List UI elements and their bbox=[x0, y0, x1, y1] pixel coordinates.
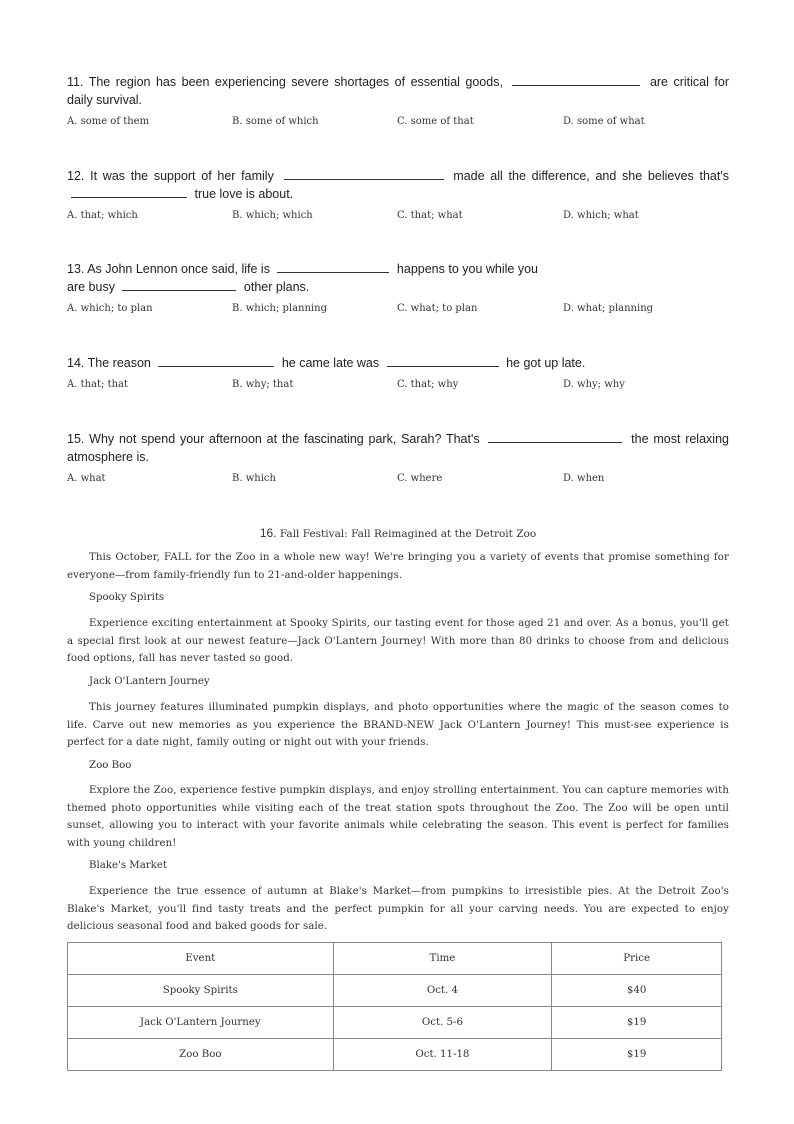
question-stem bbox=[67, 354, 729, 372]
question-14 bbox=[67, 354, 729, 395]
answer-blank[interactable] bbox=[387, 354, 499, 367]
answer-blank[interactable] bbox=[488, 430, 622, 443]
question-11 bbox=[67, 73, 729, 132]
table-row bbox=[68, 1039, 722, 1071]
question-13 bbox=[67, 260, 729, 319]
stem-part: the most relaxing atmosphere is. bbox=[67, 432, 729, 464]
table-cell: $19 bbox=[552, 1007, 722, 1039]
question-12 bbox=[67, 167, 729, 226]
table-header-row bbox=[68, 943, 722, 975]
passage-title bbox=[67, 526, 729, 540]
table-cell: Oct. 5-6 bbox=[333, 1007, 552, 1039]
stem-part: he came late was bbox=[281, 356, 380, 370]
answer-blank[interactable] bbox=[277, 260, 389, 273]
table-cell: Oct. 4 bbox=[333, 975, 552, 1007]
option-a[interactable]: A. what bbox=[67, 473, 106, 484]
option-b[interactable]: B. why; that bbox=[232, 379, 294, 390]
stem-part: other plans. bbox=[243, 280, 310, 294]
answer-blank[interactable] bbox=[158, 354, 274, 367]
stem-part: As John Lennon once said, life is bbox=[87, 262, 270, 276]
table-row bbox=[68, 975, 722, 1007]
option-b[interactable]: B. which; which bbox=[232, 210, 313, 221]
option-c[interactable]: C. where bbox=[397, 473, 443, 484]
options-row bbox=[67, 379, 729, 395]
option-a[interactable]: A. which; to plan bbox=[67, 303, 153, 314]
table-cell: Spooky Spirits bbox=[68, 975, 334, 1007]
question-number: 12. bbox=[67, 169, 85, 183]
table-cell: $19 bbox=[552, 1039, 722, 1071]
passage-number: 16. bbox=[259, 526, 277, 540]
stem-part: The region has been experiencing severe shortages of essential goods, bbox=[88, 75, 503, 89]
section-text: Experience the true essence of autumn at Blake's Market—from pumpkins to irresistible pies. At the Detroit Zoo's Blake's Market, you'll find tasty treats and the perfect pumpkin for all your carving needs. You are expected to enjoy delicious seasonal food and baked goods for sale. bbox=[67, 886, 729, 932]
passage-title-text: Fall Festival: Fall Reimagined at the Detroit Zoo bbox=[279, 528, 537, 540]
option-c[interactable]: C. some of that bbox=[397, 116, 474, 127]
question-stem bbox=[67, 167, 729, 203]
options-row bbox=[67, 116, 729, 132]
answer-blank[interactable] bbox=[122, 278, 236, 291]
option-a[interactable]: A. some of them bbox=[67, 116, 150, 127]
table-header: Event bbox=[68, 943, 334, 975]
stem-part: The reason bbox=[87, 356, 151, 370]
table-cell: Oct. 11-18 bbox=[333, 1039, 552, 1071]
stem-part: he got up late. bbox=[506, 356, 586, 370]
question-stem bbox=[67, 430, 729, 466]
option-b[interactable]: B. which bbox=[232, 473, 276, 484]
question-number: 11. bbox=[67, 75, 84, 89]
stem-part: happens to you while you are busy bbox=[67, 262, 538, 294]
question-number: 14. bbox=[67, 356, 85, 370]
question-stem bbox=[67, 260, 557, 296]
section-heading: Blake's Market bbox=[89, 860, 167, 871]
stem-part: It was the support of her family bbox=[90, 169, 274, 183]
section-heading: Zoo Boo bbox=[89, 760, 132, 771]
option-a[interactable]: A. that; which bbox=[67, 210, 138, 221]
table-row bbox=[68, 1007, 722, 1039]
option-c[interactable]: C. that; what bbox=[397, 210, 463, 221]
table-cell: Zoo Boo bbox=[68, 1039, 334, 1071]
events-table bbox=[67, 942, 722, 1071]
option-d[interactable]: D. some of what bbox=[563, 116, 645, 127]
option-a[interactable]: A. that; that bbox=[67, 379, 129, 390]
stem-part: made all the difference, and she believes that's bbox=[453, 169, 729, 183]
question-number: 13. bbox=[67, 262, 85, 276]
table-header: Price bbox=[552, 943, 722, 975]
option-d[interactable]: D. when bbox=[563, 473, 605, 484]
option-b[interactable]: B. some of which bbox=[232, 116, 319, 127]
answer-blank[interactable] bbox=[71, 185, 187, 198]
option-b[interactable]: B. which; planning bbox=[232, 303, 327, 314]
options-row bbox=[67, 473, 729, 489]
option-d[interactable]: D. why; why bbox=[563, 379, 625, 390]
option-c[interactable]: C. what; to plan bbox=[397, 303, 478, 314]
option-d[interactable]: D. which; what bbox=[563, 210, 639, 221]
table-cell: Jack O'Lantern Journey bbox=[68, 1007, 334, 1039]
stem-part: true love is about. bbox=[194, 187, 294, 201]
passage-intro: This October, FALL for the Zoo in a whole new way! We're bringing you a variety of events that promise something for everyone—from family-friendly fun to 21-and-older happenings. bbox=[67, 552, 729, 581]
answer-blank[interactable] bbox=[512, 73, 640, 86]
option-d[interactable]: D. what; planning bbox=[563, 303, 654, 314]
section-text: Experience exciting entertainment at Spooky Spirits, our tasting event for those aged 21 and over. As a bonus, you'll get a special first look at our newest feature—Jack O'Lantern Journey! With more than 80 drinks to choose from and delicious food options, fall has never tasted so good. bbox=[67, 618, 729, 664]
section-text: Explore the Zoo, experience festive pumpkin displays, and enjoy strolling entertainment. You can capture memories with themed photo opportunities while visiting each of the treat station spots throughout the Zoo. The Zoo will be open until sunset, allowing you to interact with your favorite animals while celebrating the season. This event is perfect for families with young children! bbox=[67, 785, 729, 849]
options-row bbox=[67, 303, 729, 319]
question-stem bbox=[67, 73, 729, 109]
option-c[interactable]: C. that; why bbox=[397, 379, 459, 390]
table-header: Time bbox=[333, 943, 552, 975]
question-number: 15. bbox=[67, 432, 85, 446]
section-heading: Jack O'Lantern Journey bbox=[89, 676, 210, 687]
section-heading: Spooky Spirits bbox=[89, 592, 165, 603]
question-15 bbox=[67, 430, 729, 489]
answer-blank[interactable] bbox=[284, 167, 444, 180]
section-text: This journey features illuminated pumpkin displays, and photo opportunities where the magic of the season comes to life. Carve out new memories as you experience the BRAND-NEW Jack O'Lantern Journey! This must-see experience is perfect for a date night, family outing or night out with your friends. bbox=[67, 702, 729, 748]
stem-part: Why not spend your afternoon at the fascinating park, Sarah? That's bbox=[89, 432, 480, 446]
options-row bbox=[67, 210, 729, 226]
stem-part: are critical for daily survival. bbox=[67, 75, 729, 107]
table-cell: $40 bbox=[552, 975, 722, 1007]
